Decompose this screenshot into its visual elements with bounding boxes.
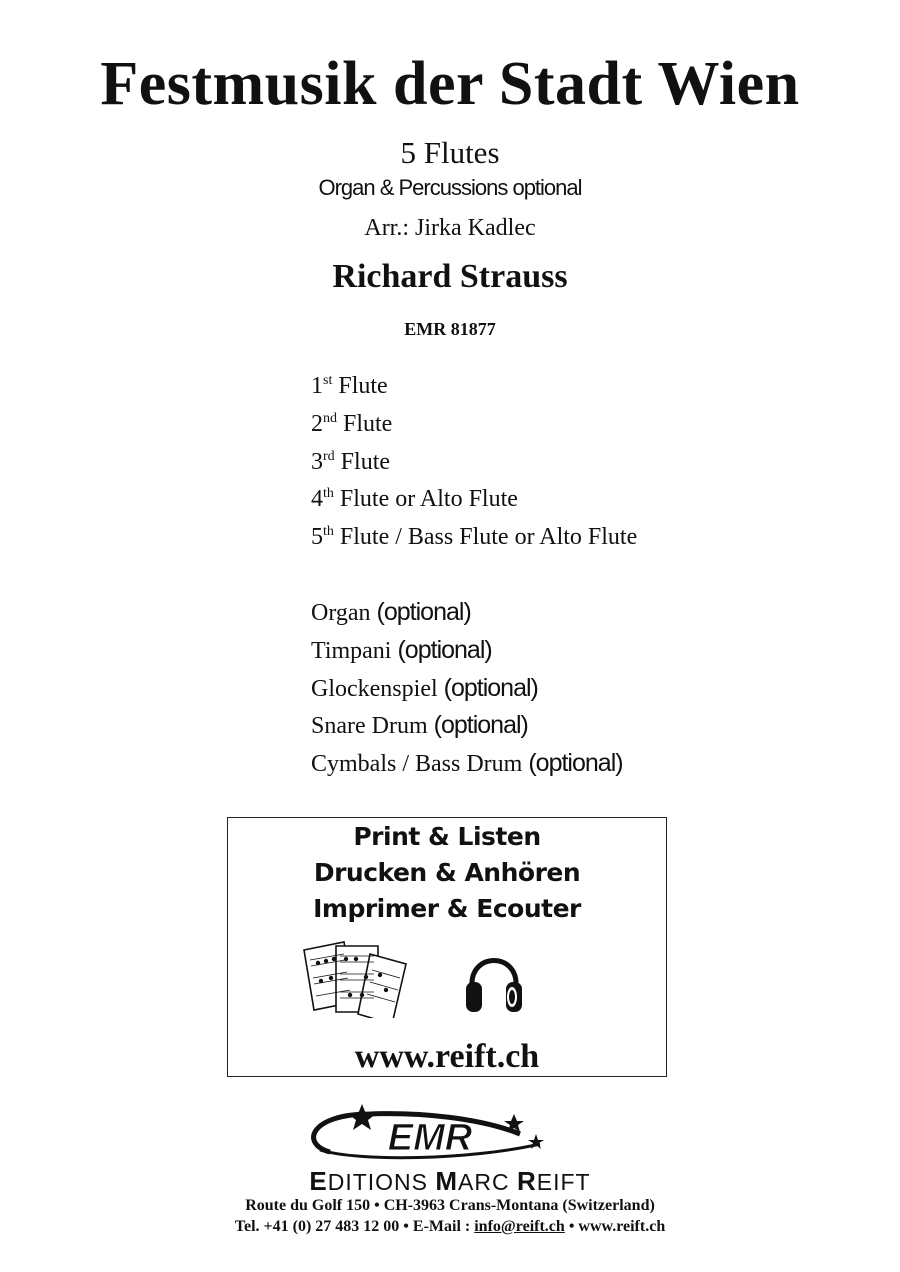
parts-list [311,368,637,783]
optional-part-organ: Organ (optional) [311,597,471,626]
page-title: Festmusik der Stadt Wien [100,50,800,118]
headphones-icon [464,942,524,1018]
catalog-number: EMR 81877 [404,319,496,339]
flute-part-2: 2nd Flute [311,410,393,437]
publisher-contact: Tel. +41 (0) 27 483 12 00 • E-Mail : info@reift.ch • www.reift.ch [234,1218,666,1235]
promo-line-french: Imprimer & Ecouter [313,894,581,923]
flute-part-1: 1st Flute [311,373,388,399]
sheet-music-icon [300,940,412,1018]
composer: Richard Strauss [332,258,568,295]
optional-part-snare-drum: Snare Drum (optional) [311,711,528,740]
optional-part-glockenspiel: Glockenspiel (optional) [311,673,538,702]
flute-part-3: 3rd Flute [311,448,391,475]
optional-part-cymbals: Cymbals / Bass Drum (optional) [311,749,623,778]
arranger: Arr.: Jirka Kadlec [364,215,536,241]
email-link[interactable]: info@reift.ch [474,1218,565,1235]
logo-text: EMR [387,1117,473,1159]
publisher-address: Route du Golf 150 • CH-3963 Crans-Montana (Switzerland) [245,1197,655,1214]
flute-part-4: 4th Flute or Alto Flute [311,486,518,513]
print-listen-box [227,817,667,1077]
promo-line-english: Print & Listen [353,822,541,851]
optional-part-timpani: Timpani (optional) [311,635,492,664]
emr-logo [300,1104,560,1166]
publisher-name: EDITIONS MARC REIFT [309,1166,591,1196]
subtitle: 5 Flutes [400,135,500,170]
promo-line-german: Drucken & Anhören [313,858,581,887]
instrumentation-note: Organ & Percussions optional [318,175,582,200]
flute-part-5: 5th Flute / Bass Flute or Alto Flute [311,524,638,551]
website-link[interactable]: www.reift.ch [354,1038,540,1075]
